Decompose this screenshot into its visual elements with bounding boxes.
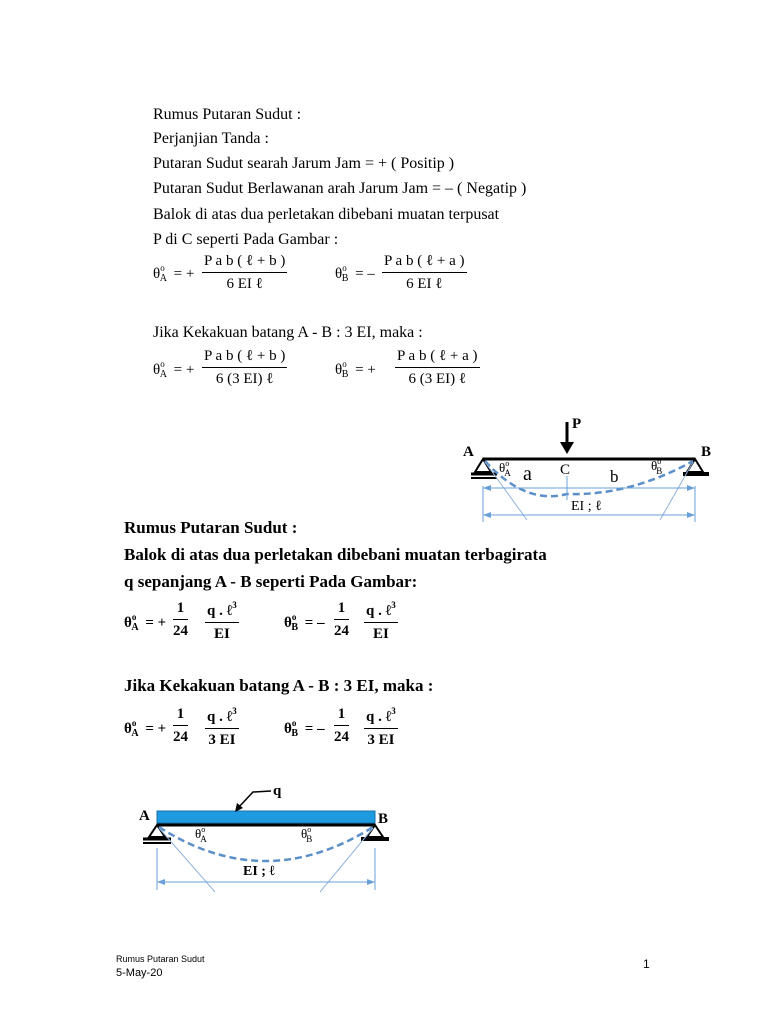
description-line1: Balok di atas dua perletakan dibebani muatan terpusat [153,206,500,223]
fraction-numerator: P a b ( ℓ + b ) [202,348,287,368]
theta-b-equation-3ei: $\theta^o_B$ = + [335,359,376,380]
theta-subscript: A [159,369,167,380]
fraction-denominator: 6 EI ℓ [226,276,263,292]
theta-symbol: θ [284,615,292,631]
support-a-label: A [463,444,474,460]
deflection-curve [159,827,373,861]
description-line2: P di C seperti Pada Gambar : [153,231,339,248]
fraction-numerator: q . ℓ [366,709,392,725]
segment-a-label: a [523,463,532,485]
theta-b-udl-equation-3ei: $\theta^o_B$ = – [284,718,325,739]
exponent: 3 [391,600,396,610]
fraction-denominator: 24 [173,623,188,639]
section2-stiffness-line: Jika Kekakuan batang A - B : 3 EI, maka : [124,676,434,695]
sign-convention-heading: Perjanjian Tanda : [153,130,269,147]
page-number: 1 [643,957,650,971]
dim-arrow [687,485,695,491]
beam-property-label: EI ; ℓ [571,499,602,514]
equation-sign: = + [145,615,167,631]
theta-a-udl-coefficient-3ei [173,706,188,746]
theta-a-udl-fraction [205,600,239,643]
theta-a-fraction [202,253,287,293]
dim-arrow [483,485,491,491]
fraction-numerator: 1 [173,706,188,726]
equation-sign: = – [304,721,325,737]
dim-arrow [367,879,375,885]
theta-b-udl-coefficient-3ei [334,706,349,746]
fraction-denominator: EI [372,626,389,642]
theta-a-fraction-3ei [202,348,287,388]
theta-b-udl-equation: $\theta^o_B$ = – [284,612,325,633]
theta-symbol: θ [124,721,132,737]
distributed-load-bar [157,811,375,823]
fraction-denominator: 3 EI [367,732,395,748]
dim-arrow [483,512,491,518]
equation-sign: = + [173,266,195,282]
theta-b-label: $\theta^o$ B [651,457,663,476]
load-pointer-line [238,791,271,808]
fraction-numerator: P a b ( ℓ + a ) [382,253,467,273]
equation-sign: = + [355,362,376,378]
support-b-label: B [378,811,389,827]
fraction-numerator: 1 [334,600,349,620]
section2-description-line2: q sepanjang A - B seperti Pada Gambar: [124,572,418,591]
equation-sign: = + [145,721,167,737]
section1-title: Rumus Putaran Sudut : [153,106,302,123]
support-b-label: B [701,444,712,460]
theta-symbol: θ [335,362,343,378]
pin-support-right [687,459,703,472]
dim-arrow [687,512,695,518]
fraction-numerator: 1 [334,706,349,726]
theta-subscript: A [159,273,167,284]
fraction-denominator: 6 EI ℓ [406,276,443,292]
theta-subscript: B [291,622,299,633]
load-arrow-head [560,442,574,454]
beam-distributed-load-diagram [135,780,405,895]
beam-property-label: EI ; ℓ [243,864,275,879]
load-label: q [273,783,282,799]
theta-a-equation-3ei: $\theta^o_A$ = + [153,359,195,380]
theta-symbol: θ [153,266,161,282]
theta-b-fraction-3ei [395,348,480,388]
beam-point-load-diagram [455,410,725,525]
theta-symbol: θ [153,362,161,378]
theta-b-equation: $\theta^o_B$ = – [335,263,375,284]
theta-a-udl-equation: $\theta^o_A$ = + [124,612,167,633]
fraction-denominator: 6 (3 EI) ℓ [215,371,274,387]
fraction-numerator: 1 [173,600,188,620]
theta-subscript: A [131,622,139,633]
exponent: 3 [232,600,237,610]
fraction-numerator: q . ℓ [366,603,392,619]
theta-b-udl-fraction-3ei [364,706,398,749]
fraction-denominator: 24 [334,623,349,639]
pin-support-left [149,825,165,837]
fraction-numerator: q . ℓ [207,709,233,725]
theta-b-udl-fraction [364,600,398,643]
stiffness-line: Jika Kekakuan batang A - B : 3 EI, maka : [153,324,423,341]
dim-arrow [157,879,165,885]
fraction-denominator: 3 EI [208,732,236,748]
fraction-denominator: EI [213,626,230,642]
segment-b-label: b [610,467,619,486]
theta-symbol: θ [284,721,292,737]
theta-subscript: B [341,273,349,284]
footer-title: Rumus Putaran Sudut [116,954,205,964]
theta-a-udl-coefficient [173,600,188,640]
section2-title: Rumus Putaran Sudut : [124,518,298,537]
equation-sign: = – [355,266,375,282]
counterclockwise-rule: Putaran Sudut Berlawanan arah Jarum Jam = – ( Negatip ) [153,180,527,197]
equation-sign: = + [173,362,195,378]
theta-a-udl-fraction-3ei [205,706,239,749]
exponent: 3 [232,706,237,716]
fraction-denominator: 24 [334,729,349,745]
tangent-line-b [660,462,693,520]
support-a-label: A [139,808,150,824]
footer-date: 5-May-20 [116,967,163,979]
section2-description-line1: Balok di atas dua perletakan dibebani muatan terbagirata [124,545,547,564]
theta-subscript: B [291,728,299,739]
fraction-numerator: P a b ( ℓ + b ) [202,253,287,273]
theta-a-label: $\theta^o$ A [195,825,207,844]
fraction-numerator: P a b ( ℓ + a ) [395,348,480,368]
fraction-numerator: q . ℓ [207,603,233,619]
theta-a-label: $\theta^o$ A [499,459,511,478]
point-c-label: C [560,462,571,478]
fraction-denominator: 6 (3 EI) ℓ [408,371,467,387]
fraction-denominator: 24 [173,729,188,745]
theta-a-equation: $\theta^o_A$ = + [153,263,195,284]
theta-subscript: B [341,369,349,380]
theta-a-udl-equation-3ei: $\theta^o_A$ = + [124,718,167,739]
theta-symbol: θ [335,266,343,282]
load-label: P [572,416,582,432]
theta-symbol: θ [124,615,132,631]
equation-sign: = – [304,615,325,631]
clockwise-rule: Putaran Sudut searah Jarum Jam = + ( Positip ) [153,155,455,172]
theta-b-fraction [382,253,467,293]
theta-b-udl-coefficient [334,600,349,640]
theta-b-label: $\theta^o$ B [301,825,313,844]
theta-subscript: A [131,728,139,739]
exponent: 3 [391,706,396,716]
